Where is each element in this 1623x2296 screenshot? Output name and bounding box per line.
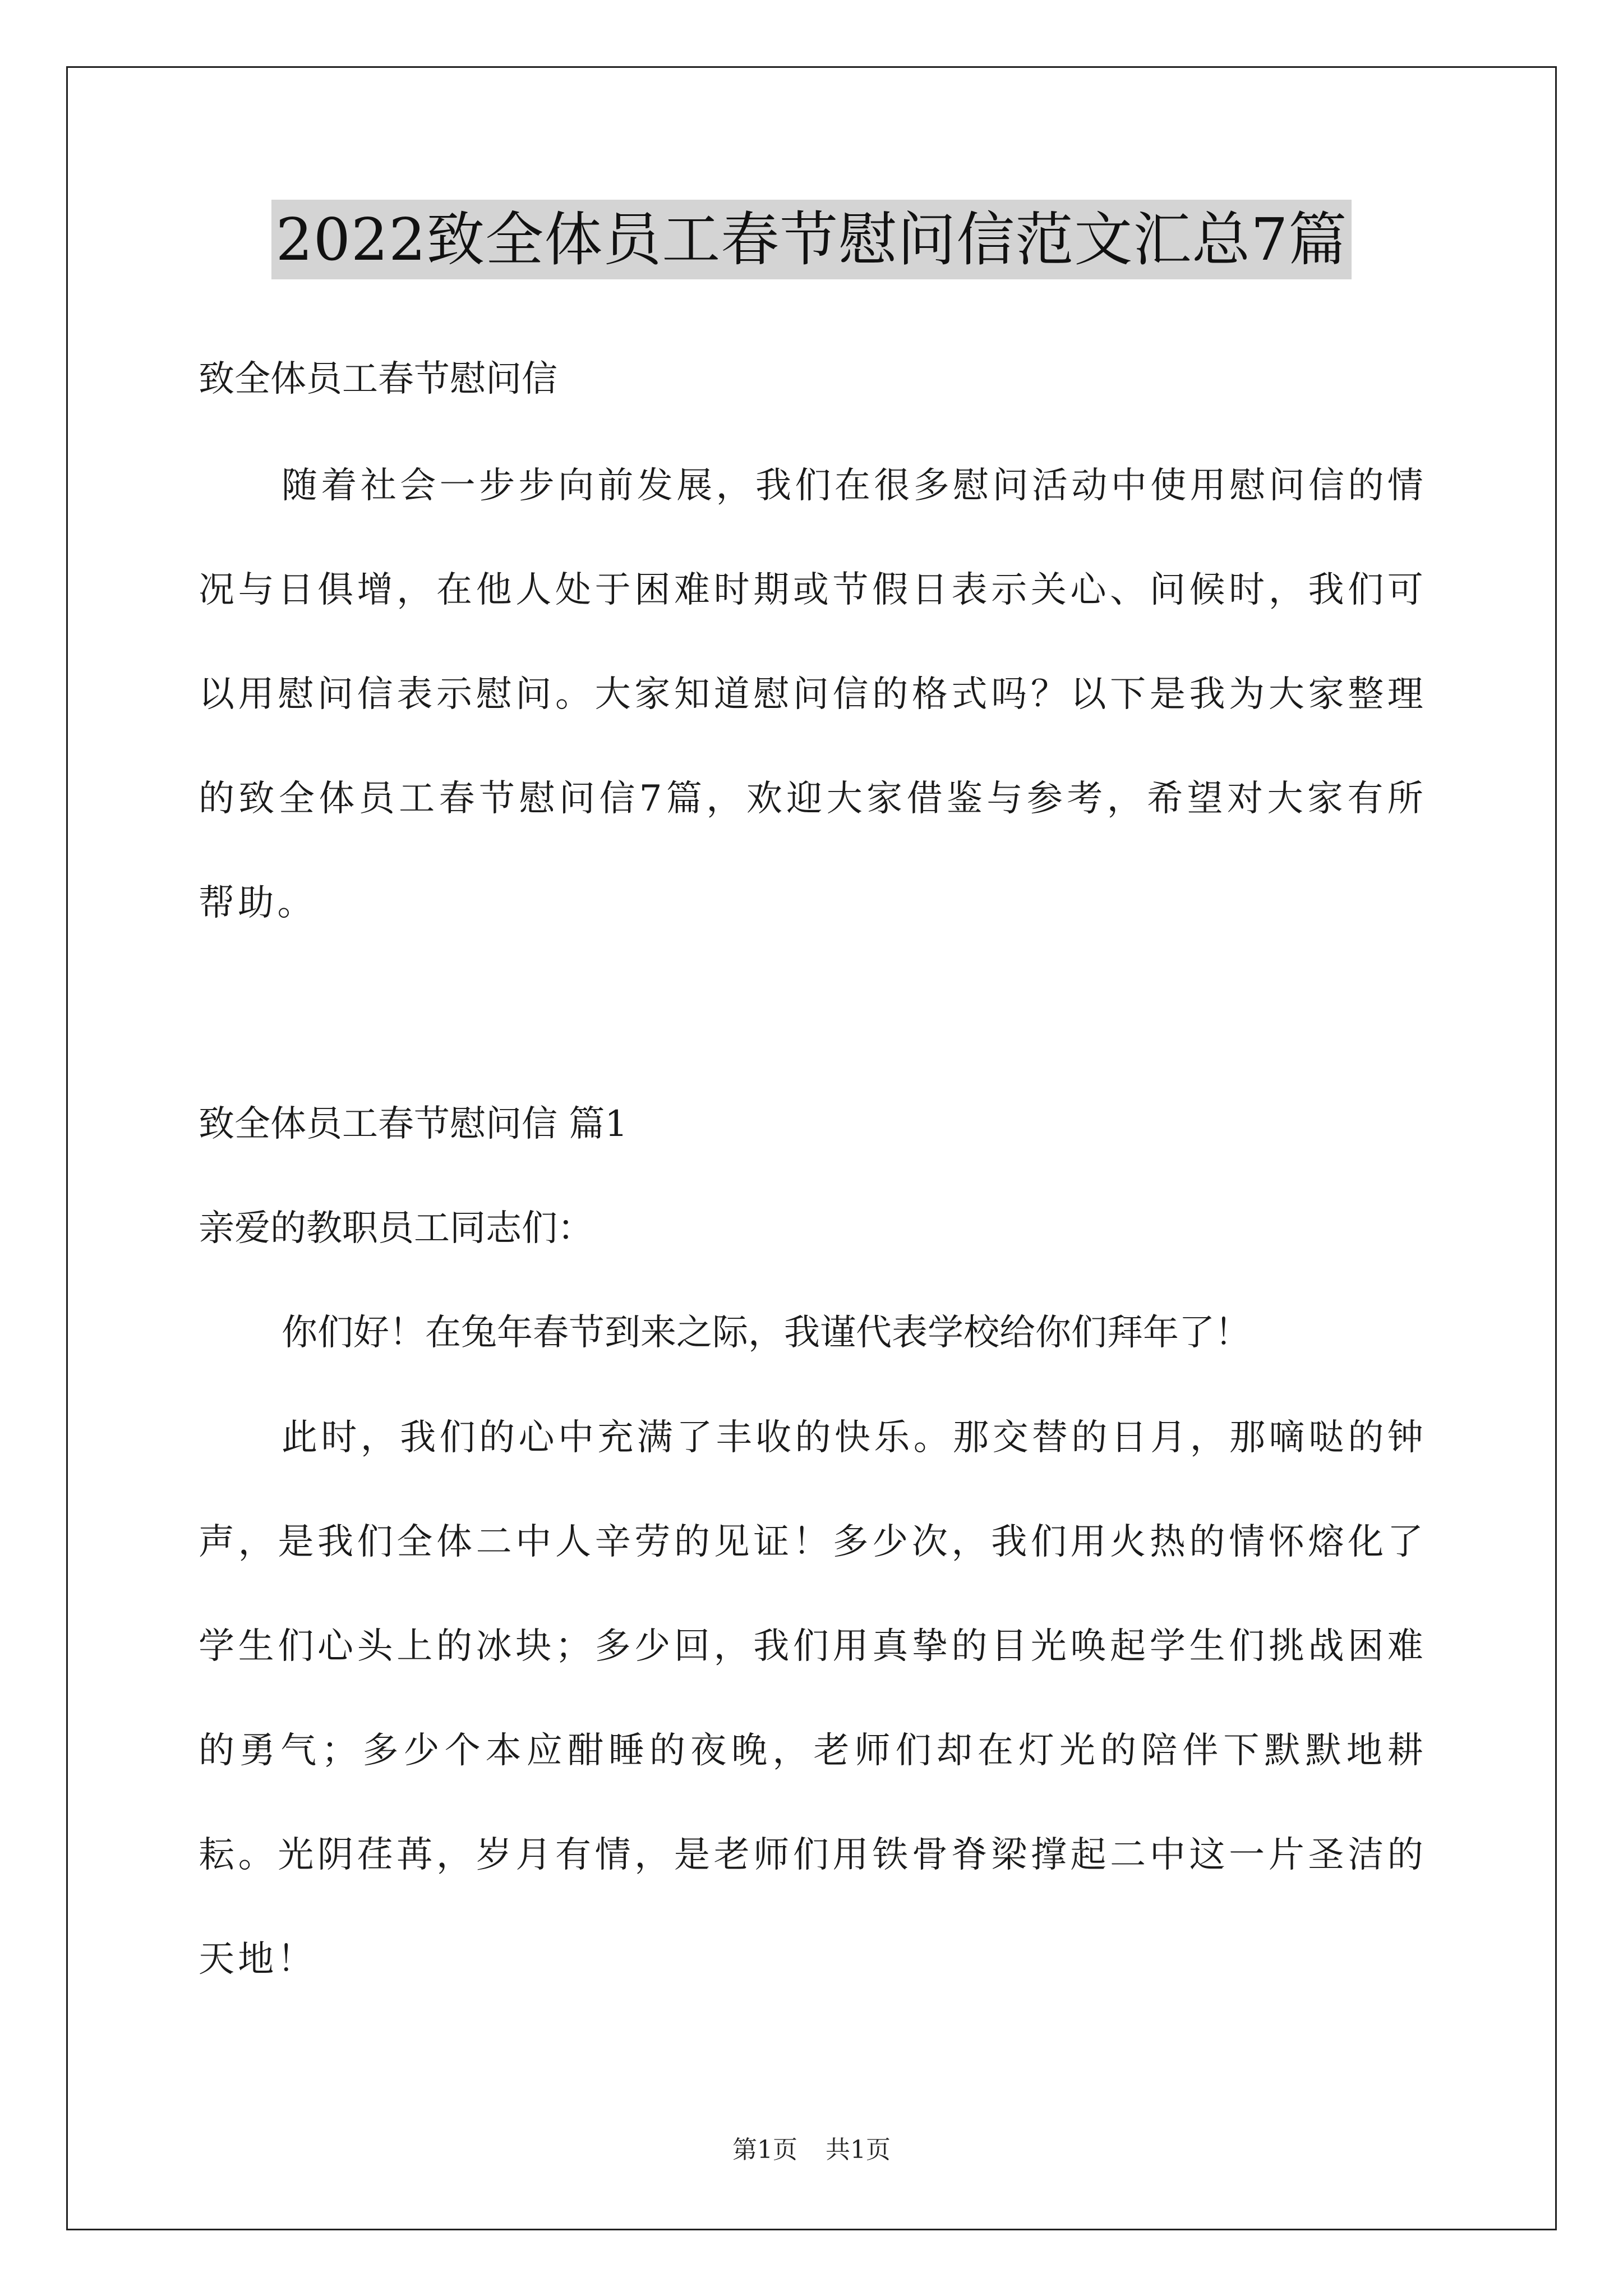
title-container (0, 200, 1623, 279)
page-footer (0, 2129, 1623, 2165)
intro-paragraph: 随着社会一步步向前发展，我们在很多慰问活动中使用慰问信的情况与日俱增，在他人处于困难时期或节假日表示关心、问候时，我们可以用慰问信表示慰问。大家知道慰问信的格式吗？以下是我为大家整理的致全体员工春节慰问信7篇，欢迎大家借鉴与参考，希望对大家有所帮助。 (199, 465, 1427, 924)
greeting-paragraph: 你们好！在兔年春节到来之际，我谨代表学校给你们拜年了！ (282, 1312, 1251, 1354)
intro-heading: 致全体员工春节慰问信 (199, 358, 557, 400)
page-number-total: 共1页 (826, 2136, 891, 2164)
document-title: 2022致全体员工春节慰问信范文汇总7篇 (271, 200, 1352, 279)
page-number-current: 第1页 (732, 2136, 797, 2164)
salutation: 亲爱的教职员工同志们： (199, 1208, 593, 1249)
section-heading: 致全体员工春节慰问信 篇1 (199, 1103, 628, 1145)
body-paragraph-2: 此时，我们的心中充满了丰收的快乐。那交替的日月，那嘀哒的钟声，是我们全体二中人辛劳的见证！多少次，我们用火热的情怀熔化了学生们心头上的冰块；多少回，我们用真挚的目光唤起学生们挑战困难的勇气；多少个本应酣睡的夜晚，老师们却在灯光的陪伴下默默地耕耘。光阴荏苒，岁月有情，是老师们用铁骨脊梁撑起二中这一片圣洁的天地！ (199, 1417, 1427, 1980)
